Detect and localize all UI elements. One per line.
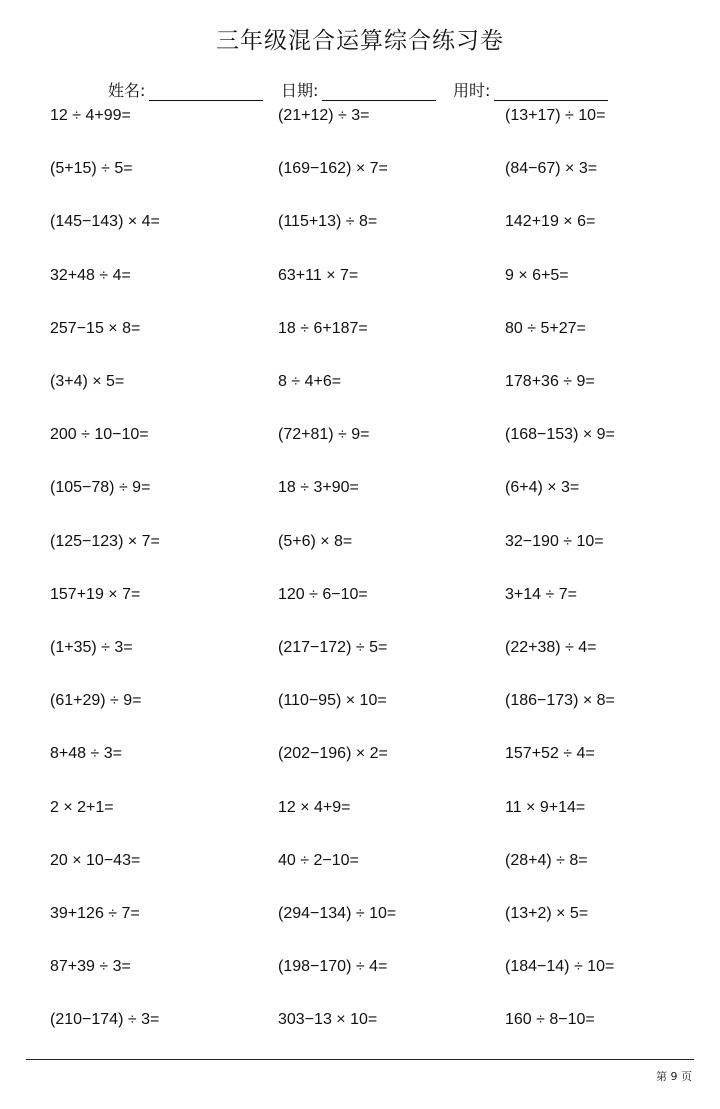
math-problem: (217−172) ÷ 5= xyxy=(278,639,388,656)
math-problem: 160 ÷ 8−10= xyxy=(505,1011,595,1029)
math-problem: 142+19 × 6= xyxy=(505,213,596,231)
math-problem: 39+126 ÷ 7= xyxy=(50,905,140,922)
math-problem: (1+35) ÷ 3= xyxy=(50,639,133,656)
problem-row xyxy=(50,370,690,394)
math-problem: 11 × 9+14= xyxy=(505,798,586,816)
math-problem: (84−67) × 3= xyxy=(505,160,598,178)
problem-row xyxy=(50,849,690,873)
math-problem: 18 ÷ 6+187= xyxy=(278,319,368,337)
math-problem: 40 ÷ 2−10= xyxy=(278,851,359,869)
math-problem: 12 ÷ 4+99= xyxy=(50,107,131,124)
math-problem: (13+2) × 5= xyxy=(505,905,589,922)
math-problem: (61+29) ÷ 9= xyxy=(50,692,142,710)
math-problem: 120 ÷ 6−10= xyxy=(278,585,368,603)
problem-row xyxy=(50,157,690,181)
date-blank-line[interactable] xyxy=(322,82,436,101)
math-problem: (198−170) ÷ 4= xyxy=(278,958,388,976)
page-number: 第 9 页 xyxy=(656,1070,692,1083)
math-problem: (28+4) ÷ 8= xyxy=(505,851,588,869)
math-problem: (13+17) ÷ 10= xyxy=(505,107,606,124)
math-problem: 200 ÷ 10−10= xyxy=(50,426,149,444)
worksheet-title: 三年级混合运算综合练习卷 xyxy=(216,28,504,54)
problem-row xyxy=(50,742,690,766)
math-problem: (184−14) ÷ 10= xyxy=(505,958,615,976)
math-problem: (115+13) ÷ 8= xyxy=(278,213,378,231)
math-problem: (125−123) × 7= xyxy=(50,532,160,550)
math-problem: 32−190 ÷ 10= xyxy=(505,532,604,550)
math-problem: (5+15) ÷ 5= xyxy=(50,160,133,178)
math-problem: (5+6) × 8= xyxy=(278,532,353,550)
math-problem: (21+12) ÷ 3= xyxy=(278,107,370,124)
math-problem: 2 × 2+1= xyxy=(50,798,114,816)
time-label: 用时: xyxy=(453,81,491,100)
math-problem: (145−143) × 4= xyxy=(50,213,160,231)
problem-row xyxy=(50,955,690,979)
math-problem: 8+48 ÷ 3= xyxy=(50,745,122,763)
math-problem: 9 × 6+5= xyxy=(505,266,569,284)
name-blank-line[interactable] xyxy=(149,82,263,101)
date-field[interactable] xyxy=(281,78,436,101)
problem-row xyxy=(50,423,690,447)
student-info-row xyxy=(108,78,628,104)
math-problem: (105−78) ÷ 9= xyxy=(50,479,151,497)
math-problem: 20 × 10−43= xyxy=(50,851,141,869)
problem-row xyxy=(50,104,690,128)
math-problem: 157+52 ÷ 4= xyxy=(505,745,595,763)
math-problem: (294−134) ÷ 10= xyxy=(278,905,397,922)
math-problem: (169−162) × 7= xyxy=(278,160,388,178)
footer-divider xyxy=(26,1059,694,1060)
math-problem: 32+48 ÷ 4= xyxy=(50,266,131,284)
problem-grid xyxy=(50,104,690,1044)
problem-row xyxy=(50,476,690,500)
math-problem: 8 ÷ 4+6= xyxy=(278,373,342,390)
math-problem: (168−153) × 9= xyxy=(505,426,615,444)
name-label: 姓名: xyxy=(108,81,146,100)
problem-row xyxy=(50,636,690,660)
math-problem: (72+81) ÷ 9= xyxy=(278,426,370,444)
math-problem: (3+4) × 5= xyxy=(50,373,125,390)
problem-row xyxy=(50,902,690,926)
math-problem: (6+4) × 3= xyxy=(505,479,580,497)
time-blank-line[interactable] xyxy=(494,82,608,101)
date-label: 日期: xyxy=(281,81,319,100)
math-problem: 178+36 ÷ 9= xyxy=(505,373,595,390)
math-problem: (22+38) ÷ 4= xyxy=(505,639,597,656)
math-problem: 63+11 × 7= xyxy=(278,266,359,284)
problem-row xyxy=(50,583,690,607)
math-problem: 257−15 × 8= xyxy=(50,319,141,337)
math-problem: 157+19 × 7= xyxy=(50,585,141,603)
problem-row xyxy=(50,264,690,288)
math-problem: 303−13 × 10= xyxy=(278,1011,378,1029)
math-problem: 80 ÷ 5+27= xyxy=(505,319,586,337)
math-problem: 18 ÷ 3+90= xyxy=(278,479,359,497)
problem-row xyxy=(50,796,690,820)
math-problem: 87+39 ÷ 3= xyxy=(50,958,131,976)
problem-row xyxy=(50,210,690,234)
problem-row xyxy=(50,1008,690,1032)
math-problem: (110−95) × 10= xyxy=(278,692,387,710)
name-field[interactable] xyxy=(108,78,263,101)
problem-row xyxy=(50,530,690,554)
math-problem: 12 × 4+9= xyxy=(278,798,351,816)
math-problem: (186−173) × 8= xyxy=(505,692,615,710)
time-field[interactable] xyxy=(453,78,608,101)
math-problem: (210−174) ÷ 3= xyxy=(50,1011,160,1029)
problem-row xyxy=(50,317,690,341)
problem-row xyxy=(50,689,690,713)
math-problem: (202−196) × 2= xyxy=(278,745,388,763)
math-problem: 3+14 ÷ 7= xyxy=(505,585,577,603)
